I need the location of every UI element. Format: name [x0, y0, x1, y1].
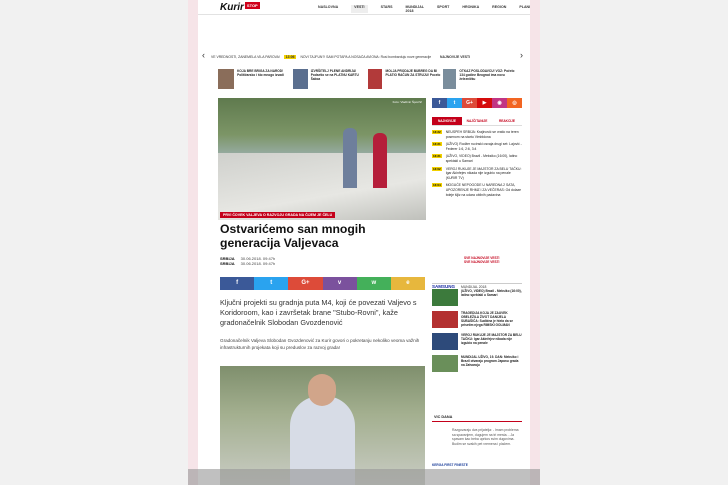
person-figure: [343, 128, 357, 188]
tab-najcitanije[interactable]: NAJČITANIJE: [466, 119, 488, 123]
samsung-logo[interactable]: SAMSUNG: [432, 284, 456, 289]
mundijal-news-list: [432, 289, 522, 377]
meta-region[interactable]: SRBIJA: [220, 256, 235, 261]
nav-item-hronika[interactable]: HRONIKA: [462, 5, 480, 9]
news-ticker: [211, 55, 521, 61]
rss-icon[interactable]: ◎: [507, 98, 522, 108]
nav-item-vesti[interactable]: VESTI: [351, 5, 367, 13]
more-links: [464, 256, 499, 264]
list-item[interactable]: [432, 183, 522, 197]
hero-photo[interactable]: [218, 98, 426, 220]
strip-text: MOLJA PRODAJE BUBREG DA BI PLATIO RAČUN ZA STRUJU! Pocelo: [385, 69, 441, 77]
article-meta: [220, 256, 275, 266]
dam-wall: [218, 153, 426, 220]
news-tabs: [432, 117, 522, 126]
news-thumbnail: [432, 355, 458, 372]
list-item[interactable]: [432, 333, 522, 351]
viber-share-icon[interactable]: v: [323, 277, 357, 290]
news-text: (UŽIVO) Rodžer rucinski osvaja drugi set: Lajović - Federer 1:6, 2:6, 3:4: [445, 142, 522, 151]
email-share-icon[interactable]: e: [391, 277, 425, 290]
news-time: 13:04: [433, 183, 441, 188]
bottom-ad[interactable]: KERGA FIRST FINESTE: [432, 463, 468, 467]
google-plus-share-icon[interactable]: G+: [288, 277, 322, 290]
meta-published: 30.06.2018. 09:47h: [240, 256, 276, 261]
news-text: VEROJ RUKUJE JE MAJSTOR ZA BELU TAČKU: Igar Akinfejev nikada nije izgubio na penale (KURIR TV): [445, 166, 522, 180]
news-text: TRAGEDIJA KOJA JE ZAUVEK OBELEŽILA ŽIVOT DANIJELA SUBAŠIĆA: Sudbina je htela da se prisetim njega RIMSKI GOLMAN: [461, 311, 514, 327]
photo-credit: Foto: Vladimir Šporčić: [392, 100, 422, 104]
all-news-link[interactable]: SVE NAJNOVIJE VESTI: [464, 256, 500, 260]
joke-title: VIC DANA: [434, 415, 453, 419]
news-thumbnail: [432, 289, 458, 306]
logo[interactable]: [220, 2, 260, 13]
list-item[interactable]: [432, 167, 522, 181]
news-time: 13:02: [433, 166, 441, 171]
bottom-overlay-bar: [188, 469, 540, 485]
page: [198, 0, 530, 485]
article-lead: Ključni projekti su gradnja puta M4, koji će povezati Valjevo s Koridoroom, kao i završetak brane "Stubo-Rovni", kaže gradonačelnik Slobodan Gvozdenović: [220, 298, 417, 327]
logo-text: Kurir: [220, 2, 244, 13]
list-item[interactable]: [432, 289, 522, 307]
strip-text: IZVRŠITELJ PLENE ANDRIJA! Podsetio se na PLATNU KARTU Šabca: [310, 69, 359, 81]
news-thumbnail: [432, 333, 458, 350]
instagram-icon[interactable]: ◉: [492, 98, 507, 108]
ticker-more[interactable]: NAJNOVIJE VESTI: [440, 55, 471, 59]
nav-item-stars[interactable]: STARS: [380, 5, 393, 9]
top-bar: [198, 0, 530, 15]
tab-najnovije[interactable]: NAJNOVIJE: [432, 117, 462, 125]
article-photo[interactable]: [220, 366, 425, 485]
headline-strip: [218, 69, 518, 91]
news-text: (UŽIVO, VIDEO) Brazil - Meksiko (16:00), latino spektakl u Samari: [461, 289, 522, 297]
twitter-share-icon[interactable]: t: [254, 277, 288, 290]
ticker-next-icon[interactable]: ›: [520, 50, 523, 60]
news-thumbnail: [432, 311, 458, 328]
list-item[interactable]: [432, 154, 522, 163]
news-time: 13:22: [433, 130, 441, 134]
nav-item-sport[interactable]: SPORT: [437, 5, 450, 9]
main-nav: [318, 5, 530, 13]
strip-item[interactable]: [218, 69, 291, 91]
news-text: MUNDIJAL UŽIVO, 19. DAN: Meksiko i Brazil otvaraju program Japanu grada na Zatvaraju: [461, 355, 519, 367]
news-time: 13:21: [433, 142, 441, 147]
ticker-left-text[interactable]: VE VREDNOSTI, ZANEMELA VILA PAROVA!: [211, 55, 280, 59]
news-text: MOGUĆE NEPOGODE U NAREDNA 2 SATA, UPOZORENJE RHMZ I ZA VEČERAS: Od dolaze bdeje šljiz na udara obilnih padavina: [445, 183, 522, 197]
nav-item-mundijal[interactable]: MUNDIJAL 2018: [405, 5, 424, 13]
latest-news-list: [432, 130, 522, 200]
strip-thumbnail: [293, 69, 308, 89]
news-text: VEROJ RUKUJE JE MAJSTOR ZA BELU TAČKU: Igar Akinfejev nikada nije izgubio na penale: [461, 333, 522, 345]
list-item[interactable]: [432, 355, 522, 373]
right-skin: [530, 0, 540, 485]
twitter-icon[interactable]: t: [447, 98, 462, 108]
left-skin: [188, 0, 198, 485]
right-margin: [540, 0, 728, 485]
joke-text: Razgovaraju dva prijatelja: - Imam problema sa spavanjem, dugujem na tri mesta. - Ja spavam kao beba uprkos svim dugovima. Budim se svakih pet vremena i plačem.: [452, 428, 519, 446]
strip-thumbnail: [368, 69, 382, 89]
article-headline: Ostvarićemo san mnogih generacija Valjevaca: [220, 222, 366, 250]
strip-item[interactable]: [368, 69, 441, 91]
facebook-icon[interactable]: f: [432, 98, 447, 108]
article-body: Gradonačelnik Valjeva Slobodan Gvozdenović za Kurir govori o pokretanju nekoliko veoma važnih infrastrukturnih projekata koji su preduslov za razvoj grada!: [220, 338, 420, 350]
left-margin: [0, 0, 188, 485]
strip-item[interactable]: [293, 69, 366, 91]
strip-thumbnail: [218, 69, 234, 89]
meta-region[interactable]: SRBIJA: [220, 261, 235, 266]
strip-thumbnail: [443, 69, 456, 89]
nav-item-region[interactable]: REGION: [492, 5, 507, 9]
google-plus-icon[interactable]: G+: [462, 98, 477, 108]
news-text: (UŽIVO, VIDEO) Brazil - Meksiko (16:00), latino spektakl u Samari: [445, 154, 518, 163]
news-text: NEUSPEH SRBIJA: Krajinović se vratio na teren posenom na startu Vimbldona: [445, 130, 519, 139]
list-item[interactable]: [432, 311, 522, 329]
nav-item-plan[interactable]: PLANI: [519, 5, 530, 9]
list-item[interactable]: [432, 142, 522, 151]
strip-text: KOJA BRE BRIGA ZA NAROD! Političarsko i što mnogo izvadi: [237, 69, 284, 77]
article-label: PRVI ČOVEK VALJEVA O RAZVOJU GRADA NA ČIJEM JE ČELU: [220, 212, 335, 218]
news-time: 13:21: [433, 154, 441, 159]
youtube-icon[interactable]: ▶: [477, 98, 492, 108]
logo-badge: STOP: [246, 3, 258, 8]
facebook-share-icon[interactable]: f: [220, 277, 254, 290]
joke-divider: [432, 421, 522, 422]
social-links: [432, 98, 522, 108]
meta-updated: 30.06.2018. 09:47h: [240, 261, 276, 266]
all-news-link[interactable]: SVE NAJNOVIJE VESTI: [464, 260, 500, 264]
strip-text: OTKAZ POSLODAVCU! VOZ: Počelo 134 godine Beograd ima novu železničku: [459, 69, 515, 81]
ticker-prev-icon[interactable]: ‹: [202, 50, 205, 60]
person-figure: [373, 133, 387, 188]
person-head: [308, 374, 336, 406]
list-item[interactable]: [432, 130, 522, 139]
whatsapp-share-icon[interactable]: w: [357, 277, 391, 290]
share-bar: [220, 277, 425, 290]
samsung-title: MUNDIJAL 2018: [461, 285, 487, 289]
ticker-headline[interactable]: NOVI TAJFUN?! SAM POTAPA A NOSAČA AVIONA: Rusi bombarduju nove generacije: [300, 55, 432, 59]
nav-item-naslovna[interactable]: NASLOVNA: [318, 5, 339, 9]
strip-item[interactable]: [443, 69, 516, 91]
tab-reakcije[interactable]: REAKCIJE: [498, 119, 516, 123]
ticker-time: 13:06: [285, 55, 295, 59]
samsung-header: [432, 275, 522, 289]
